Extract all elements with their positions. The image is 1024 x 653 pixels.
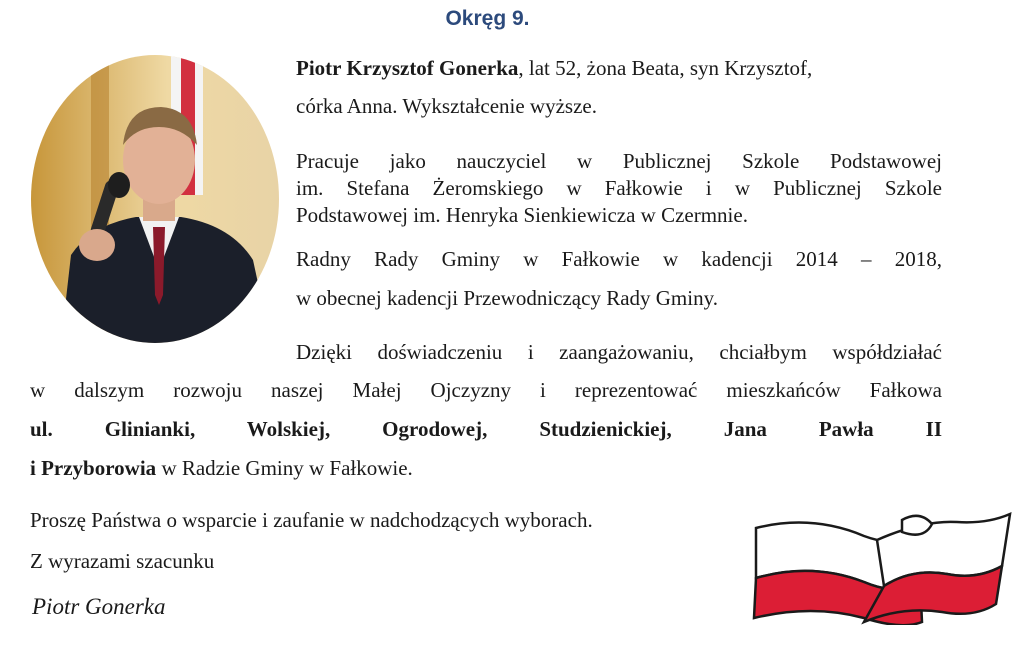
appeal-streets: ul. Glinianki, Wolskiej, Ogrodowej, Studzienickiej, Jana Pawła II (30, 417, 942, 441)
appeal-line-2: w dalszym rozwoju naszej Małej Ojczyzny i reprezentować mieszkańców Fałkowa (30, 378, 942, 402)
polish-flag-icon (752, 500, 1014, 625)
appeal-line-1: Dzięki doświadczeniu i zaangażowaniu, chciałbym współdziałać (296, 340, 942, 364)
bio-family: , lat 52, żona Beata, syn Krzysztof, (518, 56, 813, 80)
closing-request: Proszę Państwa o wsparcie i zaufanie w nadchodzących wyborach. (30, 508, 593, 532)
bio-education: córka Anna. Wykształcenie wyższe. (296, 94, 597, 118)
work-line-1: Pracuje jako nauczyciel w Publicznej Szkole Podstawowej (296, 149, 942, 173)
council-line-1: Radny Rady Gminy w Fałkowie w kadencji 2014 – 2018, (296, 247, 942, 271)
signature: Piotr Gonerka (32, 594, 166, 619)
work-line-2: im. Stefana Żeromskiego w Fałkowie i w Publicznej Szkole (296, 176, 942, 200)
candidate-photo (31, 55, 279, 343)
candidate-name: Piotr Krzysztof Gonerka (296, 56, 519, 80)
closing-regards: Z wyrazami szacunku (30, 549, 215, 573)
bio-line-1 (296, 55, 812, 81)
council-line-2: w obecnej kadencji Przewodniczący Rady Gminy. (296, 286, 718, 310)
appeal-line-4 (30, 455, 413, 481)
appeal-streets-end: i Przyborowia (30, 456, 157, 480)
appeal-line-4-rest: w Radzie Gminy w Fałkowie. (156, 456, 413, 480)
page-title: Okręg 9. (445, 7, 530, 30)
work-line-3: Podstawowej im. Henryka Sienkiewicza w Czermnie. (296, 203, 748, 227)
